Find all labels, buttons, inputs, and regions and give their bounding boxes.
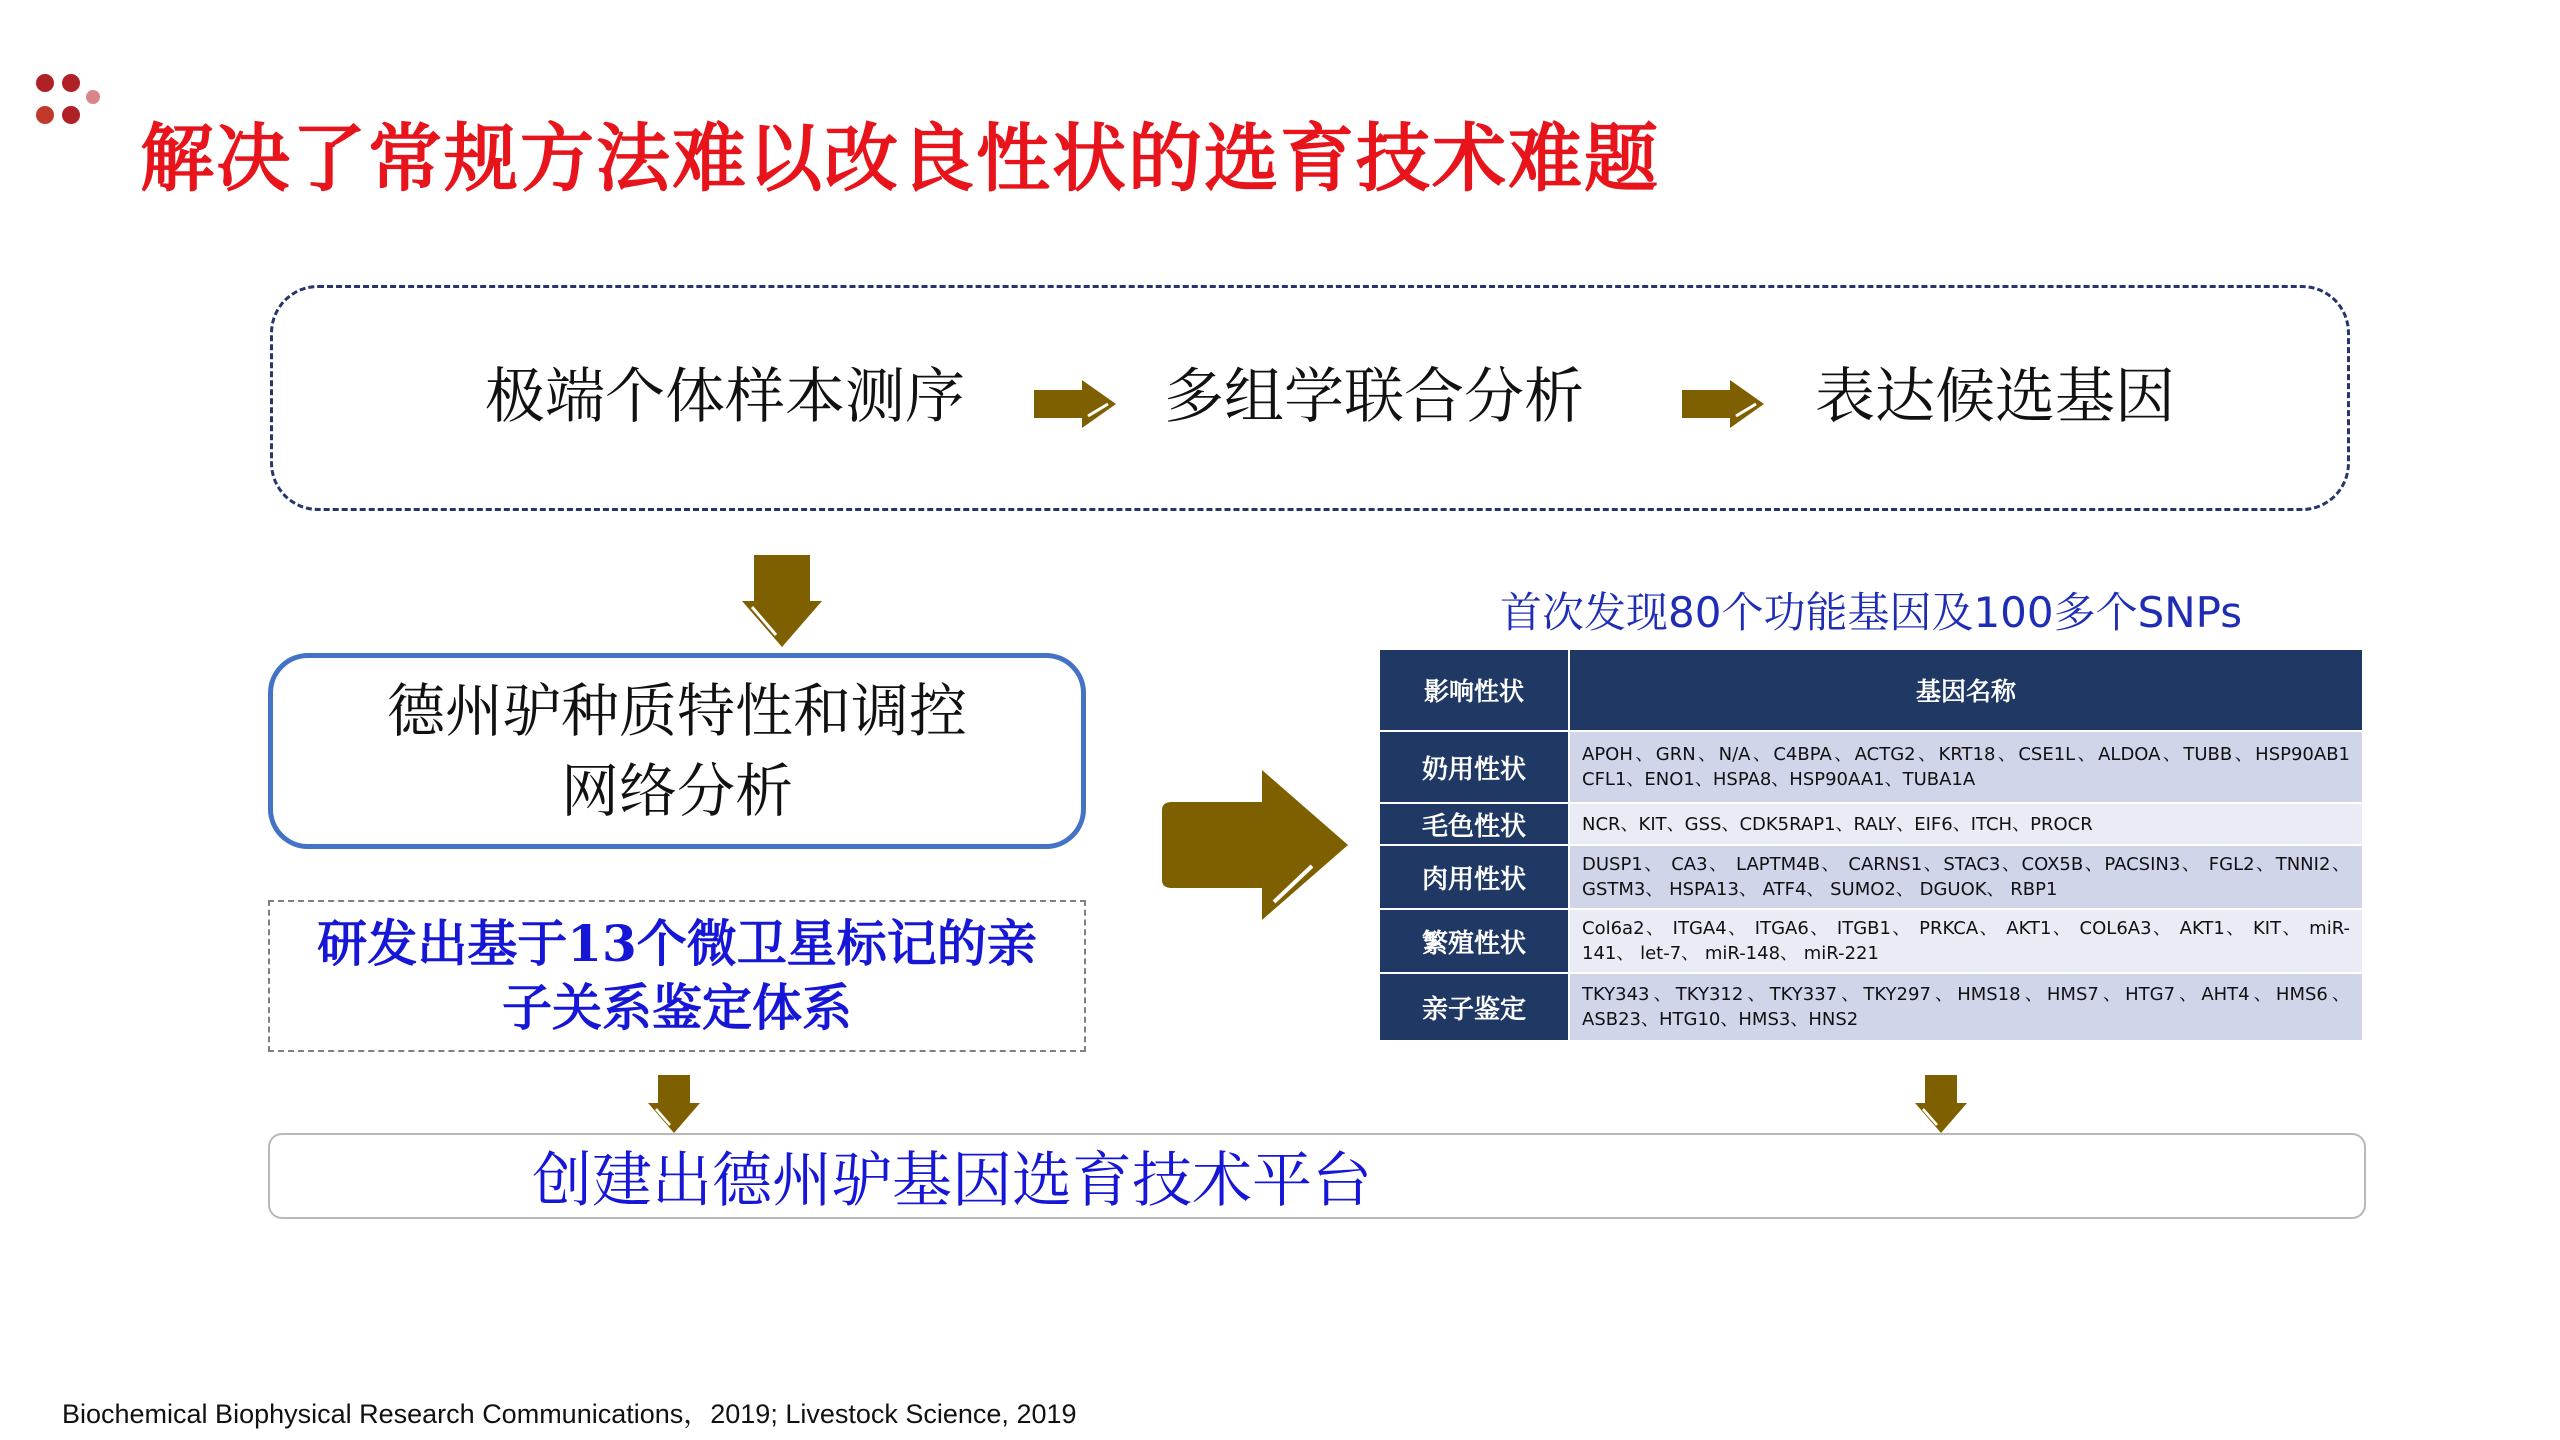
table-header-genes: 基因名称 <box>1569 649 2363 731</box>
table-header-trait: 影响性状 <box>1379 649 1569 731</box>
parentage-line-1: 研发出基于13个微卫星标记的亲 <box>317 914 1037 973</box>
flow-step-candidate-genes: 表达候选基因 <box>1815 362 2175 432</box>
genes-cell: TKY343、TKY312、TKY337、TKY297、HMS18、HMS7、HTG7、AHT4、HMS6、ASB23、HTG10、HMS3、HNS2 <box>1569 973 2363 1041</box>
flow-step-multiomics: 多组学联合分析 <box>1164 362 1584 432</box>
table-row <box>1379 803 2363 845</box>
platform-box <box>268 1133 2366 1219</box>
arrow-down-icon <box>742 555 822 647</box>
large-arrow-right-icon <box>1162 770 1348 920</box>
arrow-down-icon <box>1915 1075 1967 1133</box>
page-title: 解决了常规方法难以改良性状的选育技术难题 <box>140 116 1660 202</box>
table-row <box>1379 909 2363 973</box>
gene-table <box>1378 648 2364 1042</box>
analysis-line-2: 网络分析 <box>560 757 793 825</box>
analysis-line-1: 德州驴种质特性和调控 <box>386 677 967 745</box>
trait-cell: 繁殖性状 <box>1379 909 1569 973</box>
discovery-title: 首次发现80个功能基因及100多个SNPs <box>1500 588 2243 637</box>
genes-cell: APOH、GRN、N/A、C4BPA、ACTG2、KRT18、CSE1L、ALDOA、TUBB、HSP90AB1 CFL1、ENO1、HSPA8、HSP90AA1、TUBA1A <box>1569 731 2363 803</box>
genes-cell: Col6a2、 ITGA4、 ITGA6、 ITGB1、 PRKCA、 AKT1、 COL6A3、 AKT1、 KIT、 miR-141、 let-7、 miR-148、 miR-221 <box>1569 909 2363 973</box>
table-row <box>1379 845 2363 909</box>
parentage-system-box <box>268 900 1086 1052</box>
trait-cell: 奶用性状 <box>1379 731 1569 803</box>
trait-cell: 毛色性状 <box>1379 803 1569 845</box>
trait-cell: 亲子鉴定 <box>1379 973 1569 1041</box>
trait-cell: 肉用性状 <box>1379 845 1569 909</box>
arrow-right-icon <box>1032 380 1118 428</box>
platform-text: 创建出德州驴基因选育技术平台 <box>532 1146 1372 1216</box>
logo-dots-icon <box>36 74 100 134</box>
genes-cell: DUSP1、 CA3、 LAPTM4B、 CARNS1、STAC3、COX5B、PACSIN3、 FGL2、TNNI2、GSTM3、 HSPA13、 ATF4、 SUMO2、 DGUOK、 RBP1 <box>1569 845 2363 909</box>
reference-footer: Biochemical Biophysical Research Communications，2019; Livestock Science, 2019 <box>62 1399 1077 1429</box>
arrow-right-icon <box>1680 380 1766 428</box>
network-analysis-box <box>268 653 1086 849</box>
parentage-line-2: 子关系鉴定体系 <box>502 978 852 1037</box>
arrow-down-icon <box>648 1075 700 1133</box>
table-row <box>1379 731 2363 803</box>
table-row <box>1379 973 2363 1041</box>
flow-step-sequencing: 极端个体样本测序 <box>485 362 965 432</box>
genes-cell: NCR、KIT、GSS、CDK5RAP1、RALY、EIF6、ITCH、PROCR <box>1569 803 2363 845</box>
